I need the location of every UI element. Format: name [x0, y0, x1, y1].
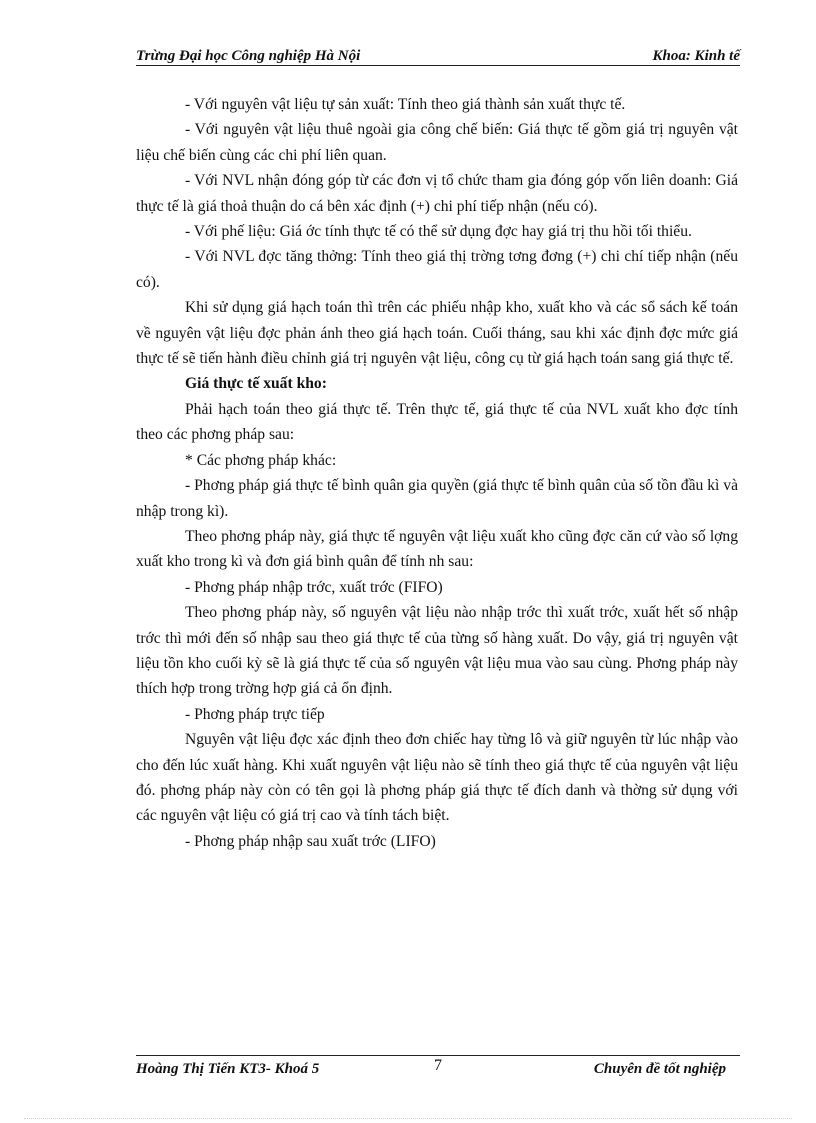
paragraph: - Phơng pháp giá thực tế bình quân gia quyền (giá thực tế bình quân của số tồn đầu kì và nhập trong kì).	[136, 477, 738, 520]
paragraph: Nguyên vật liệu đợc xác định theo đơn chiếc hay từng lô và giữ nguyên từ lúc nhập vào cho đến lúc xuất hàng. Khi xuất nguyên vật liệu nào sẽ tính theo giá thực tế của nguyên vật liệu đó. phơng pháp này còn có tên gọi là phơng pháp giá thực tế đích danh và thờng sử dụng với các nguyên vật liệu có giá trị cao và tính tách biệt.	[136, 731, 738, 825]
paragraph: - Phơng pháp trực tiếp	[185, 705, 325, 723]
paragraph: - Với nguyên vật liệu tự sản xuất: Tính theo giá thành sản xuất thực tế.	[185, 96, 626, 113]
document-body	[136, 92, 738, 854]
paragraph: - Với NVL đợc tăng thởng: Tính theo giá thị trờng tơng đơng (+) chi chí tiếp nhận (nếu có).	[136, 248, 738, 291]
page-bottom-dotted-divider	[24, 1118, 792, 1119]
paragraph: - Với NVL nhận đóng góp từ các đơn vị tổ chức tham gia đóng góp vốn liên doanh: Giá thực tế là giá thoả thuận do cá bên xác định (+) chi phí tiếp nhận (nếu có).	[136, 172, 738, 215]
paragraph: - Phơng pháp nhập trớc, xuất trớc (FIFO)	[185, 578, 443, 596]
paragraph: Theo phơng pháp này, số nguyên vật liệu nào nhập trớc thì xuất trớc, xuất hết số nhập trớc thì mới đến số nhập sau theo giá thực tế của từng số hàng xuất. Do vậy, giá trị nguyên vật liệu tồn kho cuối kỳ sẽ là giá thực tế của số nguyên vật liệu mua vào sau cùng. Phơng pháp này thích hợp trong trờng hợp giá cả ổn định.	[136, 604, 738, 698]
paragraph: Phải hạch toán theo giá thực tế. Trên thực tế, giá thực tế của NVL xuất kho đợc tính theo các phơng pháp sau:	[136, 400, 738, 444]
paragraph: * Các phơng pháp khác:	[185, 451, 337, 469]
footer-author: Hoàng Thị Tiến KT3- Khoá 5	[136, 1061, 320, 1077]
paragraph: Theo phơng pháp này, giá thực tế nguyên vật liệu xuất kho cũng đợc căn cứ vào số lợng xuất kho trong kì và đơn giá bình quân để tính nh sau:	[136, 527, 738, 571]
section-heading: Giá thực tế xuất kho:	[185, 375, 327, 393]
paragraph: - Với nguyên vật liệu thuê ngoài gia công chế biến: Giá thực tế gồm giá trị nguyên vật liệu chế biến cùng các chi phí liên quan.	[136, 121, 738, 164]
footer-rule	[136, 1055, 740, 1056]
page-footer	[136, 1055, 740, 1077]
paragraph: Khi sử dụng giá hạch toán thì trên các phiếu nhập kho, xuất kho và các sổ sách kế toán về nguyên vật liệu đợc phản ánh theo giá hạch toán. Cuối tháng, sau khi xác định đợc mức giá thực tế sẽ tiến hành điều chỉnh giá trị nguyên vật liệu, công cụ từ giá hạch toán sang giá thực tế.	[136, 299, 738, 368]
header-faculty: Khoa: Kinh tế	[652, 48, 740, 64]
header-rule	[136, 65, 740, 66]
paragraph: - Với phế liệu: Giá ớc tính thực tế có thể sử dụng đợc hay giá trị thu hồi tối thiểu.	[185, 223, 692, 241]
footer-doc-type: Chuyên đề tốt nghiệp	[593, 1061, 726, 1077]
paragraph: - Phơng pháp nhập sau xuất trớc (LIFO)	[185, 832, 436, 850]
page-header	[136, 46, 740, 68]
header-school: Trừng Đại học Công nghiệp Hà Nội	[136, 48, 361, 64]
page-number: 7	[434, 1057, 442, 1074]
